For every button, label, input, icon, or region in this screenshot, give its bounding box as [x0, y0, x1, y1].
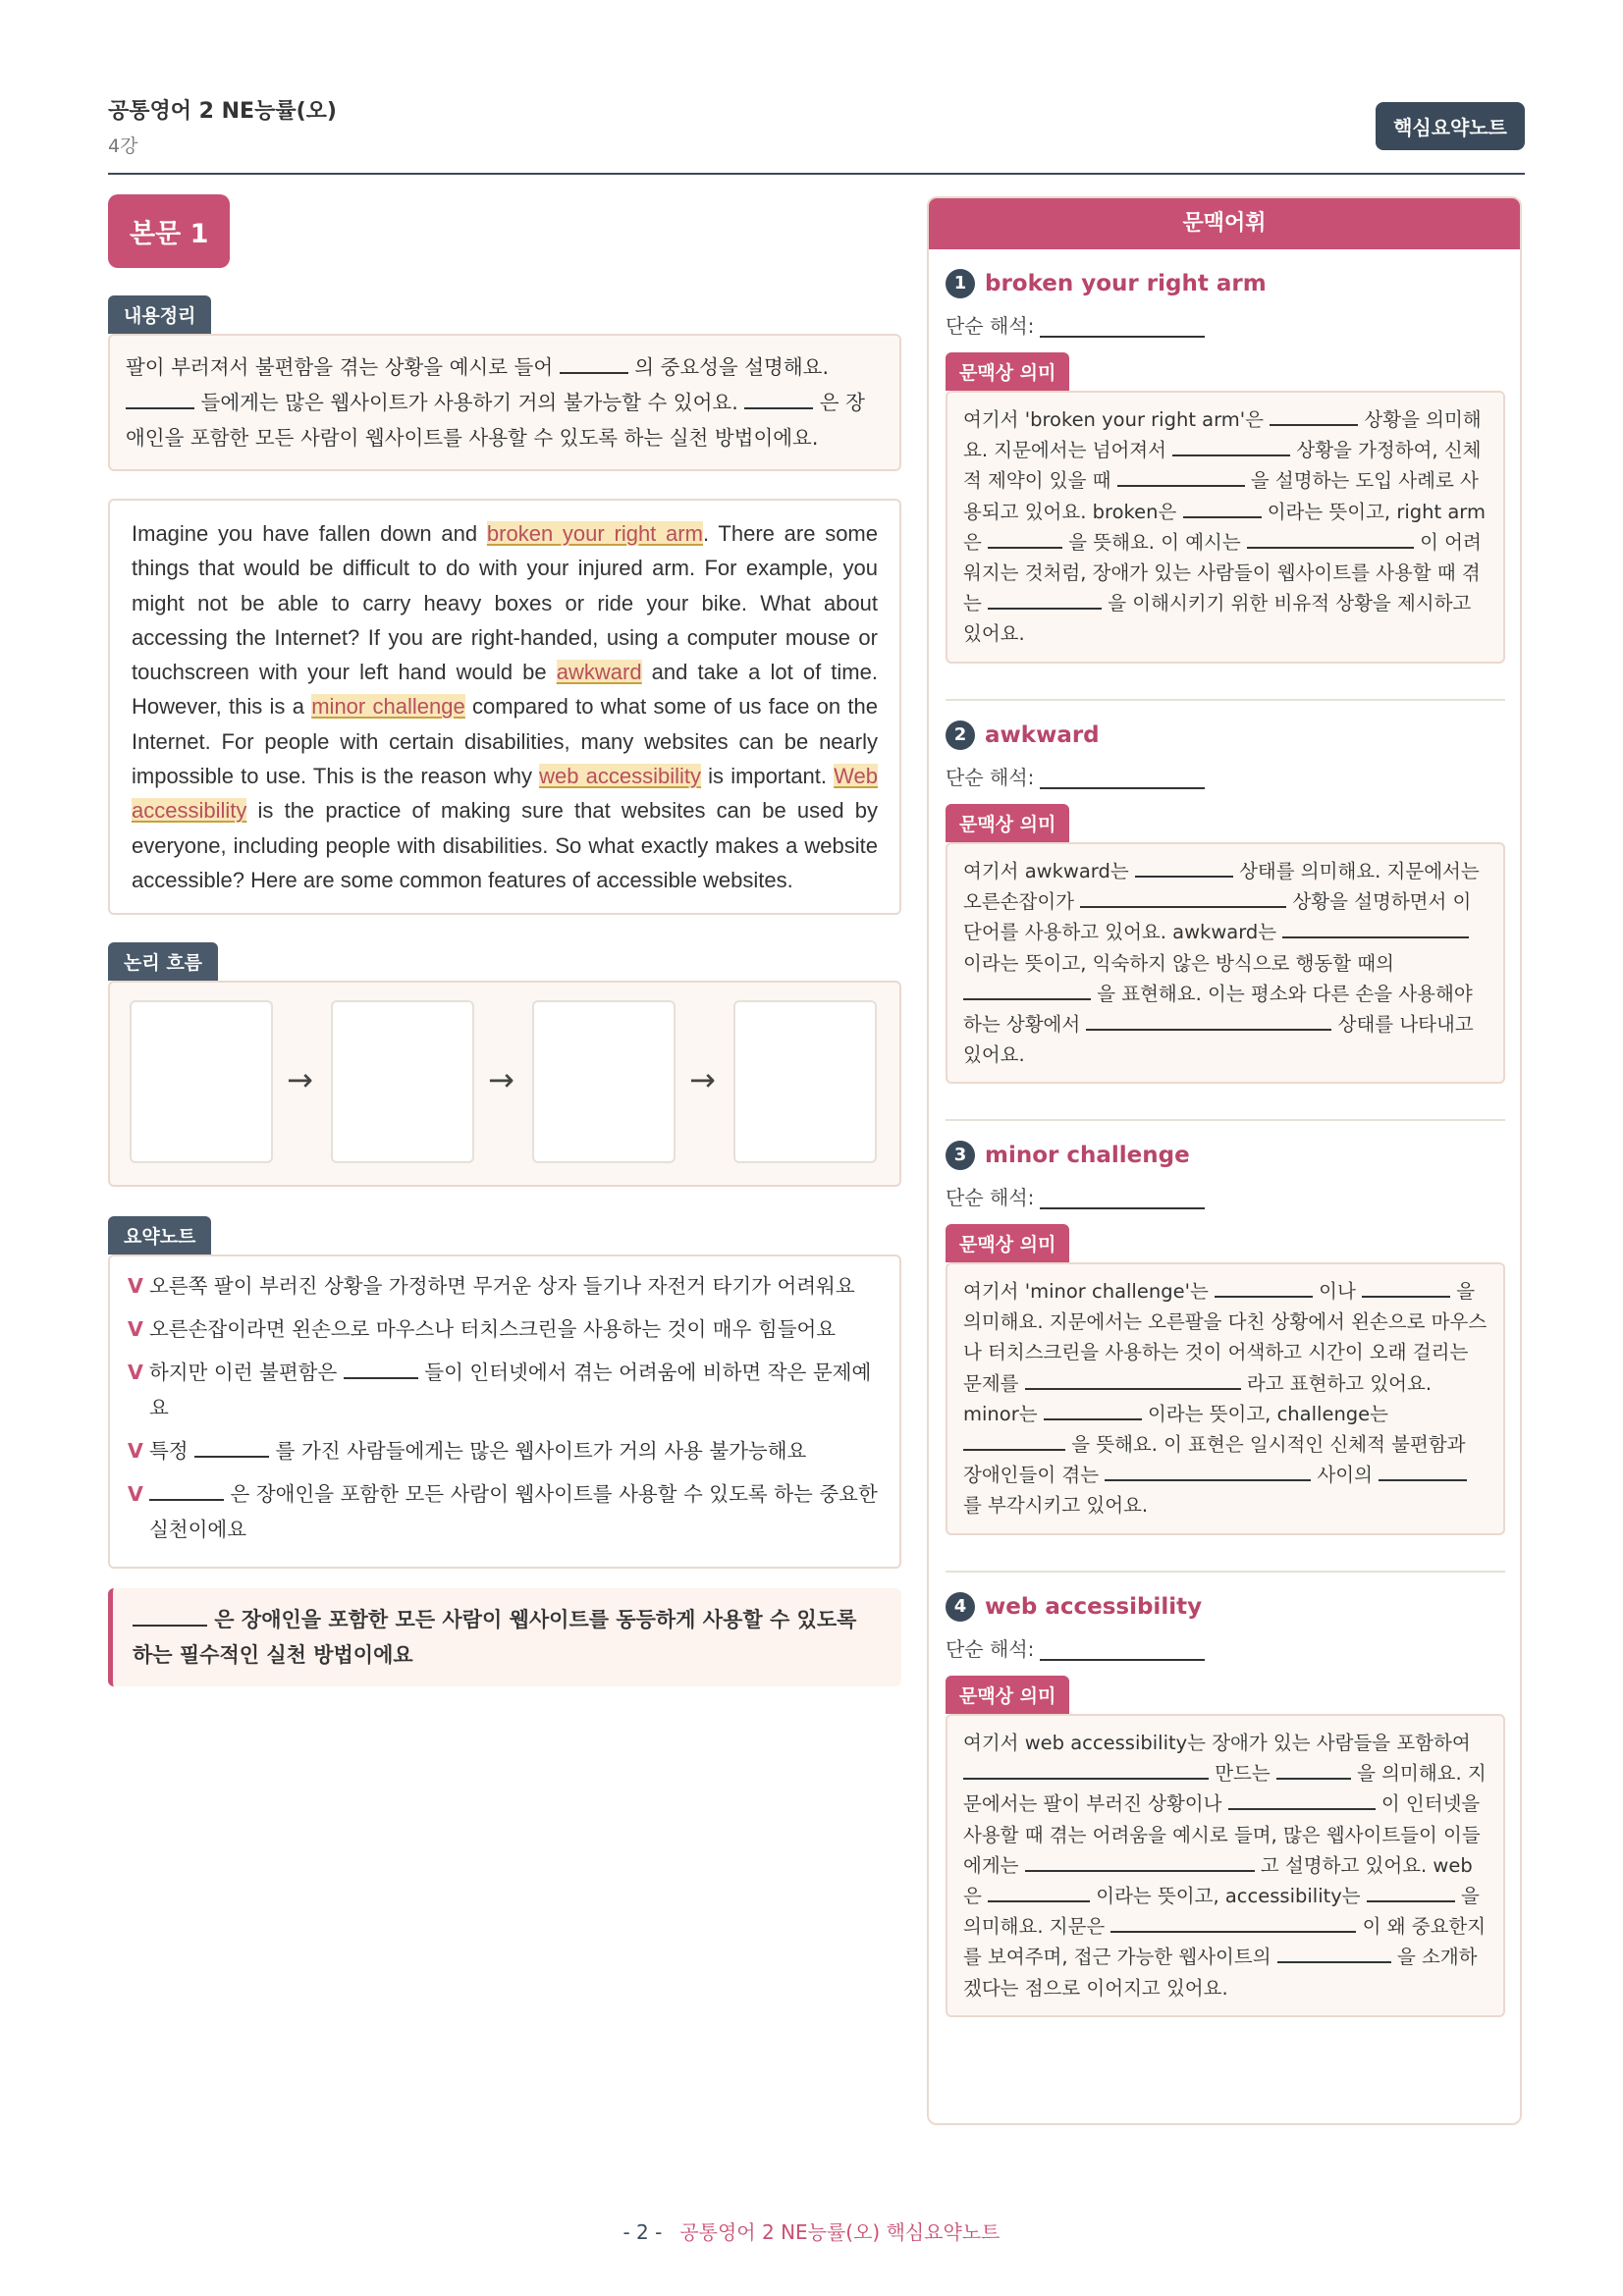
vocab-item: [946, 1592, 1505, 2017]
number-badge: 1: [946, 269, 975, 298]
answer-blank[interactable]: [133, 1606, 207, 1627]
answer-blank[interactable]: [1183, 499, 1262, 518]
page-number: - 2 -: [622, 2220, 663, 2244]
answer-blank[interactable]: [1135, 859, 1233, 879]
ctx-text: 을 이해시키기 위한 비유적 상황을 제시하고 있어요.: [963, 592, 1472, 646]
note-item: [128, 1476, 882, 1547]
ctx-text: 고 설명하고 있어요. web은: [963, 1853, 1473, 1908]
vocab-item: [946, 721, 1505, 1084]
answer-line[interactable]: [1040, 1641, 1205, 1661]
answer-blank[interactable]: [963, 981, 1091, 1000]
ctx-text: 을 설명하는 도입 사례로 사용되고 있어요. broken은: [963, 469, 1479, 523]
simple-label: 단순 해석:: [946, 1637, 1035, 1661]
answer-blank[interactable]: [1110, 1914, 1356, 1934]
answer-blank[interactable]: [963, 1761, 1209, 1781]
ctx-text: 상태를 의미해요. 지문에서는 오른손잡이가: [963, 860, 1480, 914]
ctx-text: 여기서 web accessibility는 장애가 있는 사람들을 포함하여: [963, 1732, 1471, 1754]
ctx-text: 상황을 가정하여, 신체적 제약이 있을 때: [963, 439, 1482, 493]
key-point-box: [108, 1588, 901, 1686]
answer-blank[interactable]: [1282, 920, 1469, 939]
content-summary: [108, 334, 901, 471]
answer-blank[interactable]: [1247, 529, 1414, 549]
arrow-icon: →: [689, 1061, 716, 1099]
note-badge: 핵심요약노트: [1376, 102, 1525, 150]
summary-text: 들에게는 많은 웹사이트가 사용하기 거의 불가능할 수 있어요.: [194, 391, 745, 414]
vocab-term: broken your right arm: [985, 271, 1267, 296]
ctx-text: 을 표현해요. 이는 평소와 다른 손을 사용해야 하는 상황에서: [963, 982, 1473, 1037]
course-title: 공통영어 2 NE능률(오): [108, 99, 337, 124]
context-meaning: [946, 842, 1505, 1084]
answer-blank[interactable]: [1362, 1279, 1450, 1299]
answer-blank[interactable]: [1215, 1279, 1313, 1299]
answer-line[interactable]: [1040, 318, 1205, 338]
context-vocab-panel: [927, 196, 1522, 2125]
main-text-column: [108, 194, 901, 1686]
arrow-icon: →: [488, 1061, 514, 1099]
simple-translation: [946, 1633, 1505, 1662]
answer-blank[interactable]: [1270, 407, 1358, 427]
answer-blank[interactable]: [126, 390, 194, 410]
summary-text: 은 장애인을 포함한 모든 사람이 웹사이트를 사용할 수 있도록 하는 실천 방법이에요.: [126, 391, 865, 450]
note-text: 들이 인터넷에서 겪는 어려움에 비하면 작은 문제예요: [149, 1361, 872, 1420]
answer-blank[interactable]: [1086, 1012, 1331, 1032]
ctx-text: 을 의미해요. 지문에서는 팔이 부러진 상황이나: [963, 1762, 1487, 1816]
flow-box[interactable]: [532, 1000, 676, 1163]
ctx-text: 이나: [1312, 1280, 1363, 1303]
divider: [946, 1119, 1505, 1121]
highlighted-term: minor challenge: [311, 694, 465, 720]
ctx-text: 을 뜻해요. 이 표현은 일시적인 신체적 불편함과 장애인들이 겪는: [963, 1433, 1466, 1487]
context-tab: 문맥상 의미: [946, 1224, 1069, 1262]
vocab-term: minor challenge: [985, 1143, 1190, 1168]
ctx-text: 사이의: [1311, 1464, 1380, 1487]
passage-text: . There are some things that would be difficult to do with your injured arm. For example, you might not be able to carry heavy boxes or ride your bike. What about accessing the Internet? If you are right-handed, using a computer mouse or touchscreen with your left hand would be: [132, 521, 878, 685]
answer-line[interactable]: [1040, 770, 1205, 789]
ctx-text: 를 부각시키고 있어요.: [963, 1494, 1149, 1518]
lesson-label: 4강: [108, 135, 138, 157]
note-text: 를 가진 사람들에게는 많은 웹사이트가 거의 사용 불가능해요: [269, 1439, 807, 1464]
ctx-text: 이라는 뜻이고, 익숙하지 않은 방식으로 행동할 때의: [963, 951, 1394, 975]
flow-box[interactable]: [331, 1000, 474, 1163]
answer-blank[interactable]: [1044, 1401, 1142, 1420]
ctx-text: 을 의미해요. 지문은: [963, 1885, 1480, 1939]
arrow-icon: →: [287, 1061, 313, 1099]
highlighted-term: web accessibility: [539, 764, 701, 789]
note-item: [128, 1355, 882, 1425]
ctx-text: 이 인터넷을 사용할 때 겪는 어려움을 예시로 들며, 많은 웹사이트들이 이들에게는: [963, 1792, 1481, 1877]
highlighted-term: awkward: [556, 660, 642, 685]
simple-translation: [946, 310, 1505, 339]
check-icon: V: [128, 1439, 143, 1464]
ctx-text: 만드는: [1209, 1762, 1276, 1786]
summary-notes: [108, 1255, 901, 1569]
vocab-term: web accessibility: [985, 1594, 1203, 1620]
logic-flow-tab: 논리 흐름: [108, 942, 218, 981]
ctx-text: 여기서 'minor challenge'는: [963, 1280, 1215, 1303]
number-badge: 4: [946, 1592, 975, 1622]
note-text: 하지만 이런 불편함은: [149, 1361, 344, 1385]
check-icon: V: [128, 1482, 143, 1507]
context-meaning: [946, 1262, 1505, 1535]
answer-blank[interactable]: [194, 1438, 269, 1459]
notes-tab: 요약노트: [108, 1216, 211, 1255]
note-text: 오른쪽 팔이 부러진 상황을 가정하면 무거운 상자 들기나 자전거 타기가 어려워요: [149, 1274, 855, 1299]
answer-blank[interactable]: [1025, 1370, 1241, 1390]
answer-line[interactable]: [1040, 1190, 1205, 1209]
divider: [946, 699, 1505, 701]
answer-blank[interactable]: [1379, 1463, 1467, 1482]
check-icon: V: [128, 1274, 143, 1299]
note-text: 은 장애인을 포함한 모든 사람이 웹사이트를 사용할 수 있도록 하는 중요한 실천이에요: [149, 1482, 878, 1542]
number-badge: 2: [946, 721, 975, 750]
page-header: [108, 94, 1525, 175]
summary-text: 의 중요성을 설명해요.: [627, 355, 829, 379]
note-text: 오른손잡이라면 왼손으로 마우스나 터치스크린을 사용하는 것이 매우 힘들어요: [149, 1317, 837, 1342]
answer-blank[interactable]: [560, 354, 628, 375]
number-badge: 3: [946, 1141, 975, 1170]
ctx-text: 상태를 나타내고 있어요.: [963, 1013, 1474, 1067]
answer-blank[interactable]: [1367, 1884, 1455, 1903]
simple-translation: [946, 762, 1505, 790]
answer-blank[interactable]: [1276, 1761, 1351, 1781]
check-icon: V: [128, 1317, 143, 1342]
answer-blank[interactable]: [149, 1481, 224, 1502]
answer-blank[interactable]: [744, 390, 813, 410]
vocab-panel-title: 문맥어휘: [929, 198, 1520, 249]
flow-box[interactable]: [733, 1000, 877, 1163]
context-tab: 문맥상 의미: [946, 352, 1069, 391]
ctx-text: 을 뜻해요. 이 예시는: [1062, 530, 1247, 554]
highlighted-term: broken your right arm: [486, 521, 703, 546]
summary-text: 팔이 부러져서 불편함을 겪는 상황을 예시로 들어: [126, 355, 560, 379]
ctx-text: 을 소개하겠다는 점으로 이어지고 있어요.: [963, 1946, 1478, 2000]
key-point-text: 은 장애인을 포함한 모든 사람이 웹사이트를 동등하게 사용할 수 있도록 하는 필수적인 실천 방법이에요: [133, 1608, 857, 1668]
ctx-text: 상황을 설명하면서 이 단어를 사용하고 있어요. awkward는: [963, 890, 1472, 944]
context-tab: 문맥상 의미: [946, 804, 1069, 842]
answer-blank[interactable]: [1025, 1852, 1255, 1872]
passage-text: and take a lot of time. However, this is a: [132, 660, 878, 720]
ctx-text: 이라는 뜻이고, accessibility는: [1090, 1885, 1367, 1908]
context-tab: 문맥상 의미: [946, 1676, 1069, 1714]
page-footer: [0, 2216, 1623, 2245]
highlighted-term: Web accessibility: [132, 764, 879, 824]
summary-tab: 내용정리: [108, 295, 211, 334]
vocab-term: awkward: [985, 722, 1100, 748]
simple-label: 단순 해석:: [946, 314, 1035, 338]
answer-blank[interactable]: [1080, 889, 1286, 909]
ctx-text: 여기서 'broken your right arm'은: [963, 408, 1271, 431]
vocab-item: [946, 1141, 1505, 1535]
section-title: 본문 1: [108, 194, 230, 268]
footer-title: 공통영어 2 NE능률(오) 핵심요약노트: [679, 2220, 1001, 2244]
ctx-text: 상황을 의미해요. 지문에서는 넘어져서: [963, 408, 1482, 462]
context-meaning: [946, 391, 1505, 664]
note-item: [128, 1311, 882, 1347]
ctx-text: 이 어려워지는 것처럼, 장애가 있는 사람들이 웹사이트를 사용할 때 겪는: [963, 530, 1482, 615]
simple-translation: [946, 1182, 1505, 1210]
passage-text: is the practice of making sure that websites can be used by everyone, including people with disabilities. So what exactly makes a website accessible? Here are some common features of accessible websites.: [132, 798, 878, 892]
answer-blank[interactable]: [963, 1432, 1065, 1452]
answer-blank[interactable]: [1277, 1945, 1391, 1964]
note-text: 특정: [149, 1439, 195, 1464]
passage-text: is important.: [701, 764, 835, 789]
reading-passage: [108, 499, 901, 915]
ctx-text: 라고 표현하고 있어요. minor는: [963, 1371, 1433, 1425]
answer-blank[interactable]: [1228, 1791, 1376, 1811]
ctx-text: 여기서 awkward는: [963, 860, 1135, 882]
ctx-text: 이 왜 중요한지를 보여주며, 접근 가능한 웹사이트의: [963, 1915, 1487, 1969]
note-item: [128, 1433, 882, 1468]
passage-text: Imagine you have fallen down and: [132, 521, 487, 546]
divider: [946, 1571, 1505, 1573]
logic-flow: [108, 981, 901, 1187]
answer-blank[interactable]: [344, 1360, 418, 1380]
ctx-text: 을 의미해요. 지문에서는 오른팔을 다친 상황에서 왼손으로 마우스나 터치스크린을 사용하는 것이 어색하고 시간이 오래 걸리는 문제를: [963, 1280, 1488, 1395]
context-meaning: [946, 1714, 1505, 2017]
answer-blank[interactable]: [988, 1884, 1090, 1903]
simple-label: 단순 해석:: [946, 1186, 1035, 1209]
check-icon: V: [128, 1361, 143, 1385]
simple-label: 단순 해석:: [946, 766, 1035, 789]
note-item: [128, 1268, 882, 1304]
ctx-text: 이라는 뜻이고, challenge는: [1141, 1402, 1389, 1425]
answer-blank[interactable]: [1172, 438, 1290, 457]
passage-text: compared to what some of us face on the Internet. For people with certain disabilities, many websites can be nearly impossible to use. This is the reason why: [132, 694, 879, 789]
answer-blank[interactable]: [1105, 1463, 1311, 1482]
answer-blank[interactable]: [988, 591, 1102, 611]
ctx-text: 이라는 뜻이고, right arm은: [963, 500, 1486, 554]
answer-blank[interactable]: [1117, 468, 1245, 488]
vocab-item: [946, 269, 1505, 664]
answer-blank[interactable]: [988, 529, 1062, 549]
flow-box[interactable]: [130, 1000, 273, 1163]
